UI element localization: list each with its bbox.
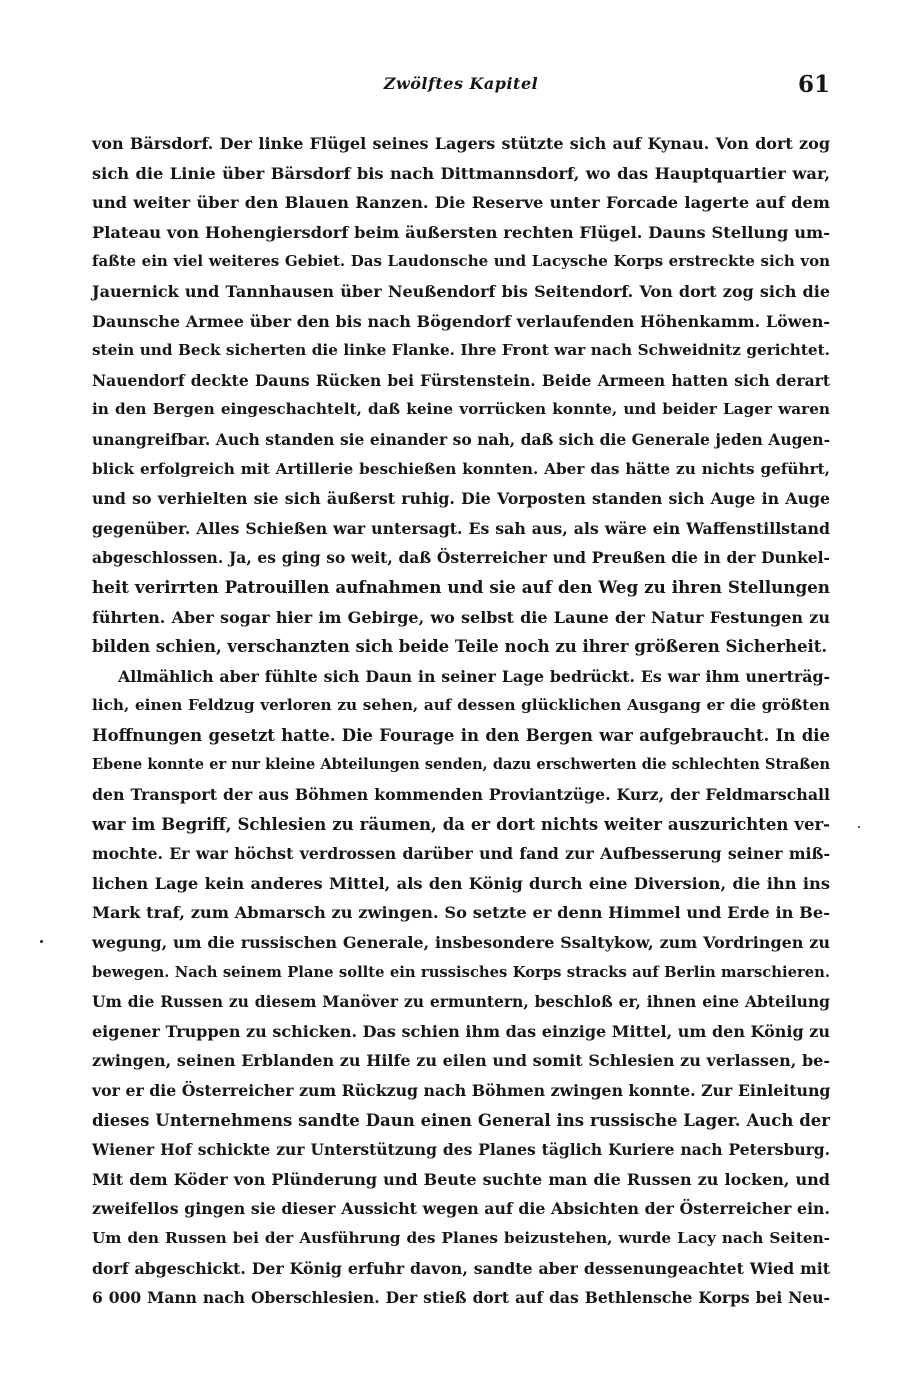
text-line: blick erfolgreich mit Artillerie beschießen konnten. Aber das hätte zu nichts geführt, <box>92 459 830 478</box>
chapter-title: Zwölftes Kapitel <box>383 74 539 93</box>
text-line: unangreifbar. Auch standen sie einander so nah, daß sich die Generale jeden Augen- <box>92 429 830 449</box>
text-line: Um den Russen bei der Ausführung des Planes beizustehen, wurde Lacy nach Seiten- <box>92 1228 830 1247</box>
text-line: lichen Lage kein anderes Mittel, als den König durch eine Diversion, die ihn ins <box>92 873 830 893</box>
text-line: von Bärsdorf. Der linke Flügel seines Lagers stützte sich auf Kynau. Von dort zog <box>92 134 830 153</box>
text-line: sich die Linie über Bärsdorf bis nach Dittmannsdorf, wo das Hauptquartier war, <box>92 163 830 183</box>
text-line: Wiener Hof schickte zur Unterstützung des Planes täglich Kuriere nach Petersburg. <box>92 1140 830 1160</box>
text-line: dieses Unternehmens sandte Daun einen General ins russische Lager. Auch der <box>92 1110 830 1130</box>
text-line: eigener Truppen zu schicken. Das schien ihm das einzige Mittel, um den König zu <box>92 1021 830 1041</box>
text-line: zwingen, seinen Erblanden zu Hilfe zu eilen und somit Schlesien zu verlassen, be- <box>92 1051 830 1071</box>
text-line: Ebene konnte er nur kleine Abteilungen senden, dazu erschwerten die schlechten Straßen <box>92 756 830 774</box>
running-header <box>92 71 830 104</box>
text-line: und so verhielten sie sich äußerst ruhig. Die Vorposten standen sich Auge in Auge <box>92 489 830 509</box>
body-text <box>92 129 830 1313</box>
text-line: Plateau von Hohengiersdorf beim äußersten rechten Flügel. Dauns Stellung um- <box>92 222 830 242</box>
text-line: Mit dem Köder von Plünderung und Beute suchte man die Russen zu locken, und <box>92 1169 830 1189</box>
text-line: bilden schien, verschanzten sich beide Teile noch zu ihrer größeren Sicherheit. <box>92 637 828 657</box>
text-line: bewegen. Nach seinem Plane sollte ein russisches Korps stracks auf Berlin marschieren. <box>92 963 830 981</box>
print-speck <box>40 940 43 943</box>
paragraph-2 <box>92 662 830 1313</box>
page-number: 61 <box>797 71 830 98</box>
text-line: abgeschlossen. Ja, es ging so weit, daß Österreicher und Preußen die in der Dunkel- <box>92 548 830 568</box>
text-line: Hoffnungen gesetzt hatte. Die Fourage in den Bergen war aufgebraucht. In die <box>92 725 830 745</box>
text-line: und weiter über den Blauen Ranzen. Die Reserve unter Forcade lagerte auf dem <box>92 193 830 213</box>
text-line: Allmählich aber fühlte sich Daun in seiner Lage bedrückt. Es war ihm unerträg- <box>118 666 830 686</box>
text-line: Nauendorf deckte Dauns Rücken bei Fürstenstein. Beide Armeen hatten sich derart <box>92 370 830 390</box>
text-line: Um die Russen zu diesem Manöver zu ermuntern, beschloß er, ihnen eine Abteilung <box>92 992 830 1012</box>
text-line: Jauernick und Tannhausen über Neußendorf bis Seitendorf. Von dort zog sich die <box>92 281 830 301</box>
text-line: gegenüber. Alles Schießen war untersagt. Es sah aus, als wäre ein Waffenstillstand <box>92 518 830 538</box>
text-line: dorf abgeschickt. Der König erfuhr davon, sandte aber dessenungeachtet Wied mit <box>92 1258 830 1278</box>
text-line: heit verirrten Patrouillen aufnahmen und sie auf den Weg zu ihren Stellungen <box>92 576 830 597</box>
print-speck <box>858 826 860 828</box>
text-line: vor er die Österreicher zum Rückzug nach Böhmen zwingen konnte. Zur Einleitung <box>92 1081 831 1100</box>
text-line: Daunsche Armee über den bis nach Bögendorf verlaufenden Höhenkamm. Löwen- <box>92 311 830 331</box>
text-line: faßte ein viel weiteres Gebiet. Das Laudonsche und Lacysche Korps erstreckte sich von <box>92 252 830 271</box>
text-line: Mark traf, zum Abmarsch zu zwingen. So setzte er denn Himmel und Erde in Be- <box>92 903 830 923</box>
paragraph-1 <box>92 129 830 662</box>
text-line: führten. Aber sogar hier im Gebirge, wo selbst die Laune der Natur Festungen zu <box>92 607 830 627</box>
text-line: stein und Beck sicherten die linke Flanke. Ihre Front war nach Schweidnitz gerichtet. <box>92 341 830 360</box>
text-line: 6 000 Mann nach Oberschlesien. Der stieß dort auf das Bethlensche Korps bei Neu- <box>92 1288 830 1308</box>
text-line: wegung, um die russischen Generale, insbesondere Ssaltykow, zum Vordringen zu <box>92 933 830 953</box>
text-line: in den Bergen eingeschachtelt, daß keine vorrücken konnte, und beider Lager waren <box>92 400 830 419</box>
text-line: war im Begriff, Schlesien zu räumen, da er dort nichts weiter auszurichten ver- <box>92 814 830 834</box>
text-line: zweifellos gingen sie dieser Aussicht wegen auf die Absichten der Österreicher ein. <box>92 1199 830 1219</box>
text-line: mochte. Er war höchst verdrossen darüber und fand zur Aufbesserung seiner miß- <box>92 844 830 864</box>
text-line: den Transport der aus Böhmen kommenden Proviantzüge. Kurz, der Feldmarschall <box>92 785 830 805</box>
text-line: lich, einen Feldzug verloren zu sehen, auf dessen glücklichen Ausgang er die größten <box>92 696 830 715</box>
